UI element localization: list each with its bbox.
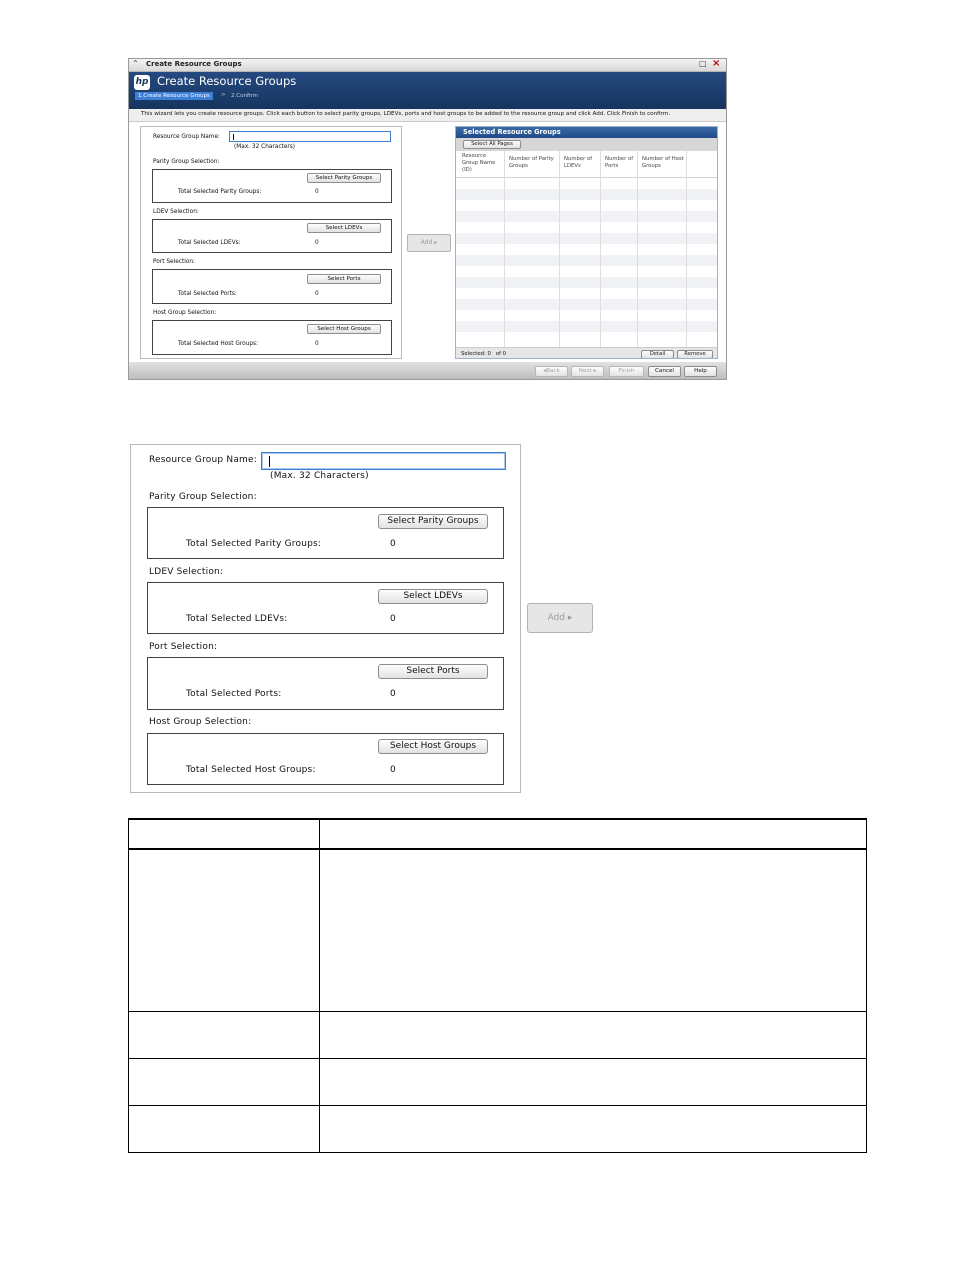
- table-row-rule: [128, 1058, 867, 1059]
- table-right-border: [866, 818, 867, 1153]
- intro-text: This wizard lets you create resource groups. Click each button to select parity groups, LDEVs, ports and host groups to be added to the resource group and click Add. Click Finish to confirm.: [141, 111, 671, 117]
- add-arrow-icon: ▸: [434, 239, 438, 246]
- selected-panel-title: [456, 127, 718, 138]
- step-confirm: 2.Confirm: [231, 93, 258, 99]
- total-count: 0: [502, 351, 507, 357]
- col-parity-groups[interactable]: Number of Parity Groups: [509, 156, 554, 169]
- total-parity-groups-value: 0: [315, 189, 319, 195]
- table-row-stripe: [456, 321, 718, 332]
- add-arrow-icon: ▸: [567, 613, 573, 623]
- wizard-intro: [129, 109, 727, 122]
- total-ldevs-value: 0: [390, 614, 396, 624]
- detail-button[interactable]: Detail: [641, 350, 674, 359]
- parity-group-selection-title: Parity Group Selection:: [149, 492, 257, 502]
- total-host-groups-label: Total Selected Host Groups:: [178, 341, 259, 347]
- table-left-border: [128, 818, 129, 1153]
- finish-button[interactable]: Finish: [609, 366, 644, 377]
- host-group-selection-title: Host Group Selection:: [149, 717, 252, 727]
- host-group-selection-title: Host Group Selection:: [153, 310, 217, 316]
- table-row-rule: [128, 1105, 867, 1106]
- port-selection-title: Port Selection:: [149, 642, 218, 652]
- back-button[interactable]: ◂Back: [535, 366, 568, 377]
- select-parity-groups-button[interactable]: Select Parity Groups: [378, 514, 488, 529]
- ldev-selection-title: LDEV Selection:: [153, 209, 199, 215]
- selected-panel-title-text: Selected Resource Groups: [463, 128, 561, 136]
- ldev-selection-title: LDEV Selection:: [149, 567, 224, 577]
- select-ldevs-button[interactable]: Select LDEVs: [307, 223, 381, 233]
- total-parity-groups-label: Total Selected Parity Groups:: [178, 189, 262, 195]
- select-all-pages-button[interactable]: Select All Pages: [463, 140, 521, 149]
- hp-logo: hp: [134, 75, 150, 90]
- back-icon: ◂: [543, 368, 547, 374]
- column-divider: [637, 151, 638, 349]
- table-row-rule: [128, 1011, 867, 1012]
- wizard-header: [129, 72, 727, 109]
- total-ports-value: 0: [315, 291, 319, 297]
- parity-group-selection-title: Parity Group Selection:: [153, 159, 220, 165]
- total-ports-label: Total Selected Ports:: [186, 689, 282, 699]
- table-row-stripe: [456, 233, 718, 244]
- collapse-icon[interactable]: ⌃: [132, 59, 139, 68]
- col-ldevs[interactable]: Number of LDEVs: [564, 156, 593, 169]
- table-row-stripe: [456, 277, 718, 288]
- total-ports-label: Total Selected Ports:: [178, 291, 237, 297]
- description-table: [128, 818, 867, 1153]
- step-create-resource-groups: 1.Create Resource Groups: [135, 92, 213, 100]
- add-label: Add: [420, 239, 433, 246]
- remove-button[interactable]: Remove: [677, 350, 713, 359]
- total-ldevs-label: Total Selected LDEVs:: [178, 240, 241, 246]
- cancel-button[interactable]: Cancel: [648, 366, 681, 377]
- add-button-small[interactable]: [407, 234, 451, 252]
- total-parity-groups-value: 0: [390, 539, 396, 549]
- resource-group-name-input[interactable]: [229, 131, 391, 142]
- select-ports-button[interactable]: Select Ports: [307, 274, 381, 284]
- maximize-icon[interactable]: □: [699, 59, 707, 68]
- wizard-title: Create Resource Groups: [157, 74, 297, 88]
- table-top-rule: [128, 818, 867, 820]
- selected-panel-footer: [456, 347, 718, 359]
- window-title: Create Resource Groups: [146, 60, 242, 68]
- col-resource-group-name[interactable]: Resource Group Name (ID): [462, 153, 496, 173]
- next-button[interactable]: Next ▸: [571, 366, 604, 377]
- col-host-groups[interactable]: Number of Host Groups: [642, 156, 684, 169]
- selection-panel-small: [140, 126, 402, 359]
- port-selection-title: Port Selection:: [153, 259, 196, 265]
- total-host-groups-value: 0: [315, 341, 319, 347]
- add-button-large[interactable]: [527, 603, 593, 633]
- name-hint: (Max. 32 Characters): [234, 144, 296, 150]
- wizard-steps: [129, 92, 727, 104]
- selected-table-header: [456, 151, 718, 178]
- total-parity-groups-label: Total Selected Parity Groups:: [186, 539, 322, 549]
- resource-group-name-input[interactable]: [261, 452, 506, 470]
- next-icon: ▸: [593, 368, 597, 374]
- add-label: Add: [547, 613, 566, 623]
- select-host-groups-button[interactable]: Select Host Groups: [307, 324, 381, 334]
- select-ports-button[interactable]: Select Ports: [378, 664, 488, 679]
- column-divider: [559, 151, 560, 349]
- select-parity-groups-button[interactable]: Select Parity Groups: [307, 173, 381, 183]
- column-divider: [686, 151, 687, 349]
- table-row-stripe: [456, 189, 718, 200]
- column-divider: [600, 151, 601, 349]
- total-ldevs-value: 0: [315, 240, 319, 246]
- table-bottom-rule: [128, 1152, 867, 1153]
- wizard-navigation-bar: [129, 362, 727, 380]
- total-ldevs-label: Total Selected LDEVs:: [186, 614, 288, 624]
- close-icon[interactable]: ×: [712, 58, 721, 69]
- select-ldevs-button[interactable]: Select LDEVs: [378, 589, 488, 604]
- col-ports[interactable]: Number of Ports: [605, 156, 634, 169]
- table-row-stripe: [456, 299, 718, 310]
- step-separator: >: [221, 92, 226, 98]
- selection-panel-large: [130, 444, 521, 793]
- text-cursor: [269, 456, 270, 467]
- selected-resource-groups-panel: [455, 126, 718, 359]
- table-column-divider: [319, 818, 320, 1153]
- table-row-stripe: [456, 211, 718, 222]
- selected-panel-toolbar: [456, 138, 718, 151]
- name-hint: (Max. 32 Characters): [270, 471, 369, 481]
- window-titlebar: [129, 59, 727, 72]
- select-host-groups-button[interactable]: Select Host Groups: [378, 739, 488, 754]
- selected-count: 0: [487, 351, 491, 357]
- create-resource-groups-window: [128, 58, 727, 380]
- help-button[interactable]: Help: [684, 366, 717, 377]
- selected-count-label: Selected: 0 of 0: [461, 351, 507, 357]
- table-header-rule: [128, 848, 867, 850]
- total-ports-value: 0: [390, 689, 396, 699]
- total-host-groups-label: Total Selected Host Groups:: [186, 765, 316, 775]
- column-divider: [504, 151, 505, 349]
- resource-group-name-label: Resource Group Name:: [153, 134, 220, 140]
- text-cursor: [233, 134, 234, 140]
- total-host-groups-value: 0: [390, 765, 396, 775]
- resource-group-name-label: Resource Group Name:: [149, 455, 257, 465]
- table-row-stripe: [456, 255, 718, 266]
